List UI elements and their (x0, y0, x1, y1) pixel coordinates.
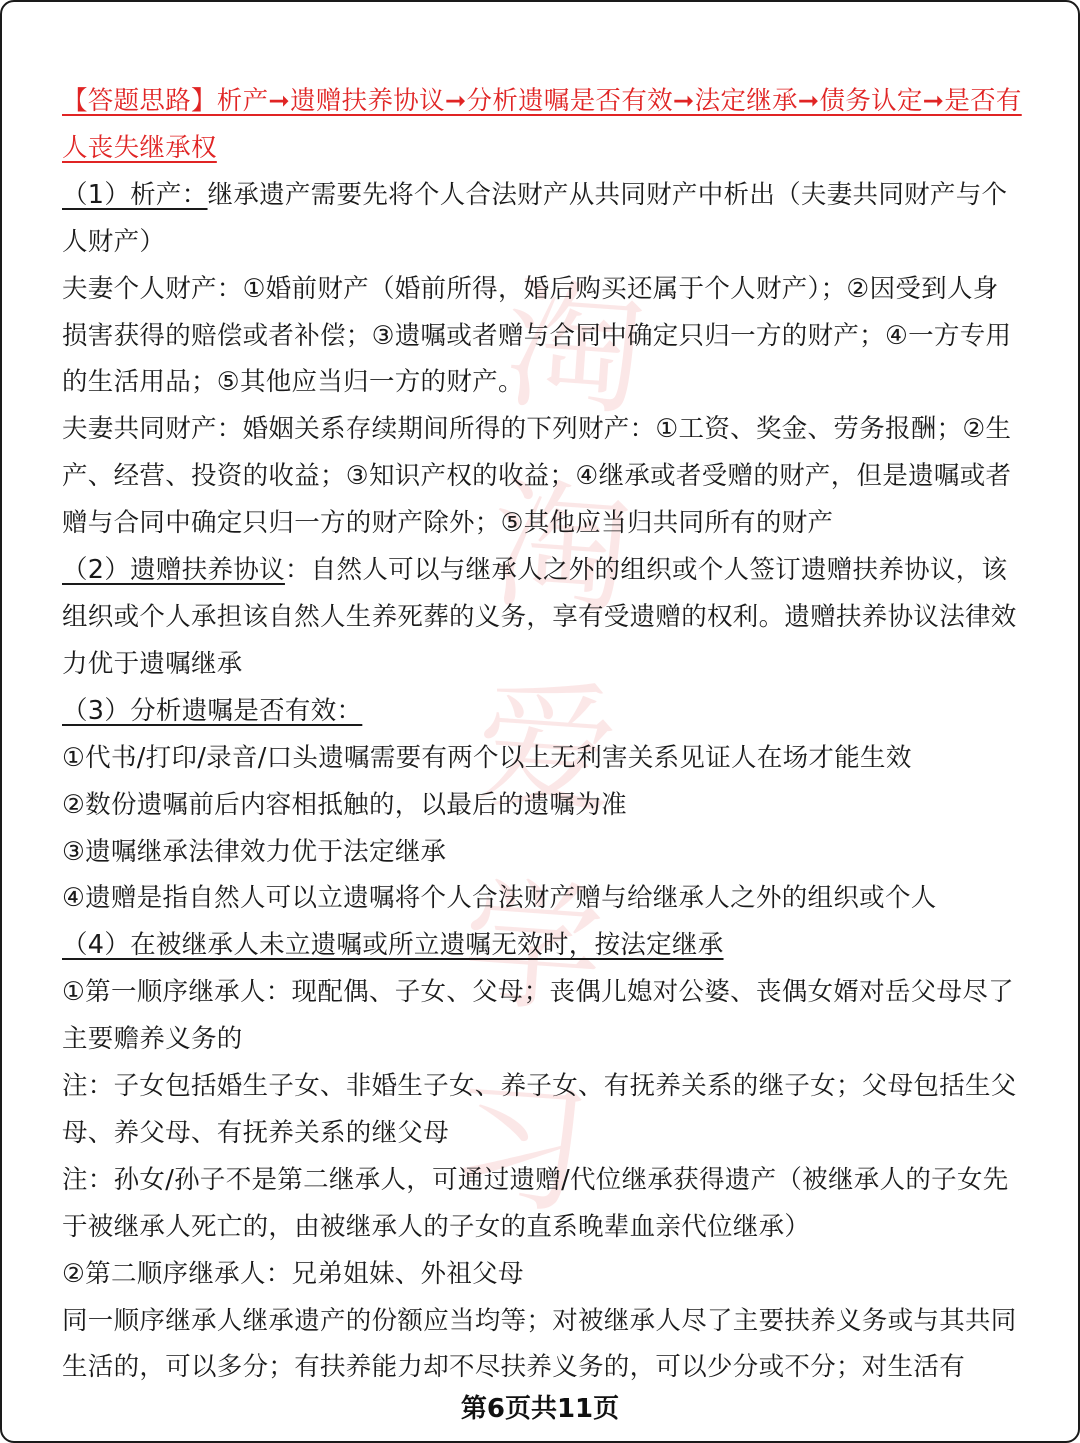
watermark-char: 淘 (485, 463, 637, 637)
second-order-heirs: ②第二顺序继承人：兄弟姐妹、外祖父母 (62, 1258, 524, 1289)
note-grandchildren: 注：孙女/孙子不是第二继承人，可通过遗赠/代位继承获得遗产（被继承人的子女先于被继承人死亡的，由被继承人的子女的直系晚辈血亲代位继承） (62, 1164, 1009, 1242)
watermark-char: 习 (443, 1062, 595, 1235)
section-2-paragraph (62, 547, 1022, 688)
answer-approach-heading (62, 78, 1022, 172)
watermark-char: 学 (457, 862, 609, 1036)
joint-property-paragraph: 夫妻共同财产：婚姻关系存续期间所得的下列财产：①工资、奖金、劳务报酬；②生产、经营、投资的收益；③知识产权的收益；④继承或者受赠的财产，但是遗嘱或者赠与合同中确定只归一方的财产除外；⑤其他应当归共同所有的财产 (62, 414, 1012, 539)
document-body (62, 78, 1022, 1391)
page-number: 第6页共11页 (460, 1394, 620, 1424)
section-3-title-line (62, 688, 1022, 735)
will-rule-item: ①代书/打印/录音/口头遗嘱需要有两个以上无利害关系见证人在场才能生效 (62, 742, 912, 773)
section-2-text: ：自然人可以与继承人之外的组织或个人签订遗赠扶养协议，该组织或个人承担该自然人生养死葬的义务，享有受遗赠的权利。遗赠扶养协议法律效力优于遗嘱继承 (62, 555, 1017, 679)
personal-property-paragraph: 夫妻个人财产：①婚前财产（婚前所得，婚后购买还属于个人财产）；②因受到人身损害获得的赔偿或者补偿；③遗嘱或者赠与合同中确定只归一方的财产；④一方专用的生活用品；⑤其他应当归一方的财产。 (62, 273, 1012, 398)
will-rule-item: ②数份遗嘱前后内容相抵触的，以最后的遗嘱为准 (62, 789, 627, 820)
section-4-title: （4）在被继承人未立遗嘱或所立遗嘱无效时，按法定继承 (62, 930, 724, 961)
section-4-title-line (62, 922, 1022, 969)
will-rule-item: ③遗嘱继承法律效力优于法定继承 (62, 836, 447, 867)
section-1-paragraph (62, 172, 1022, 266)
inheritance-share-rule: 同一顺序继承人继承遗产的份额应当均等；对被继承人尽了主要扶养义务或与其共同生活的，可以多分；有扶养能力却不尽扶养义务的，可以少分或不分；对生活有 (62, 1305, 1017, 1383)
answer-approach-text: 【答题思路】析产➞遗赠扶养协议➞分析遗嘱是否有效➞法定继承➞债务认定➞是否有人丧失继承权 (62, 86, 1022, 163)
section-2-title: （2）遗赠扶养协议 (62, 555, 285, 586)
watermark-char: 淘 (499, 264, 651, 437)
will-rule-item: ④遗赠是指自然人可以立遗嘱将个人合法财产赠与给继承人之外的组织或个人 (62, 883, 937, 914)
section-1-text: 继承遗产需要先将个人合法财产从共同财产中析出（夫妻共同财产与个人财产） (62, 179, 1008, 257)
section-1-title: （1）析产： (62, 179, 208, 210)
first-order-heirs: ①第一顺序继承人：现配偶、子女、父母；丧偶儿媳对公婆、丧偶女婿对岳父母尽了主要赡养义务的 (62, 977, 1014, 1055)
section-3-title: （3）分析遗嘱是否有效： (62, 695, 363, 726)
watermark-char: 爱 (471, 663, 623, 836)
note-children-parents: 注：子女包括婚生子女、非婚生子女、养子女、有抚养关系的继子女；父母包括生父母、养父母、有抚养关系的继父母 (62, 1071, 1017, 1148)
